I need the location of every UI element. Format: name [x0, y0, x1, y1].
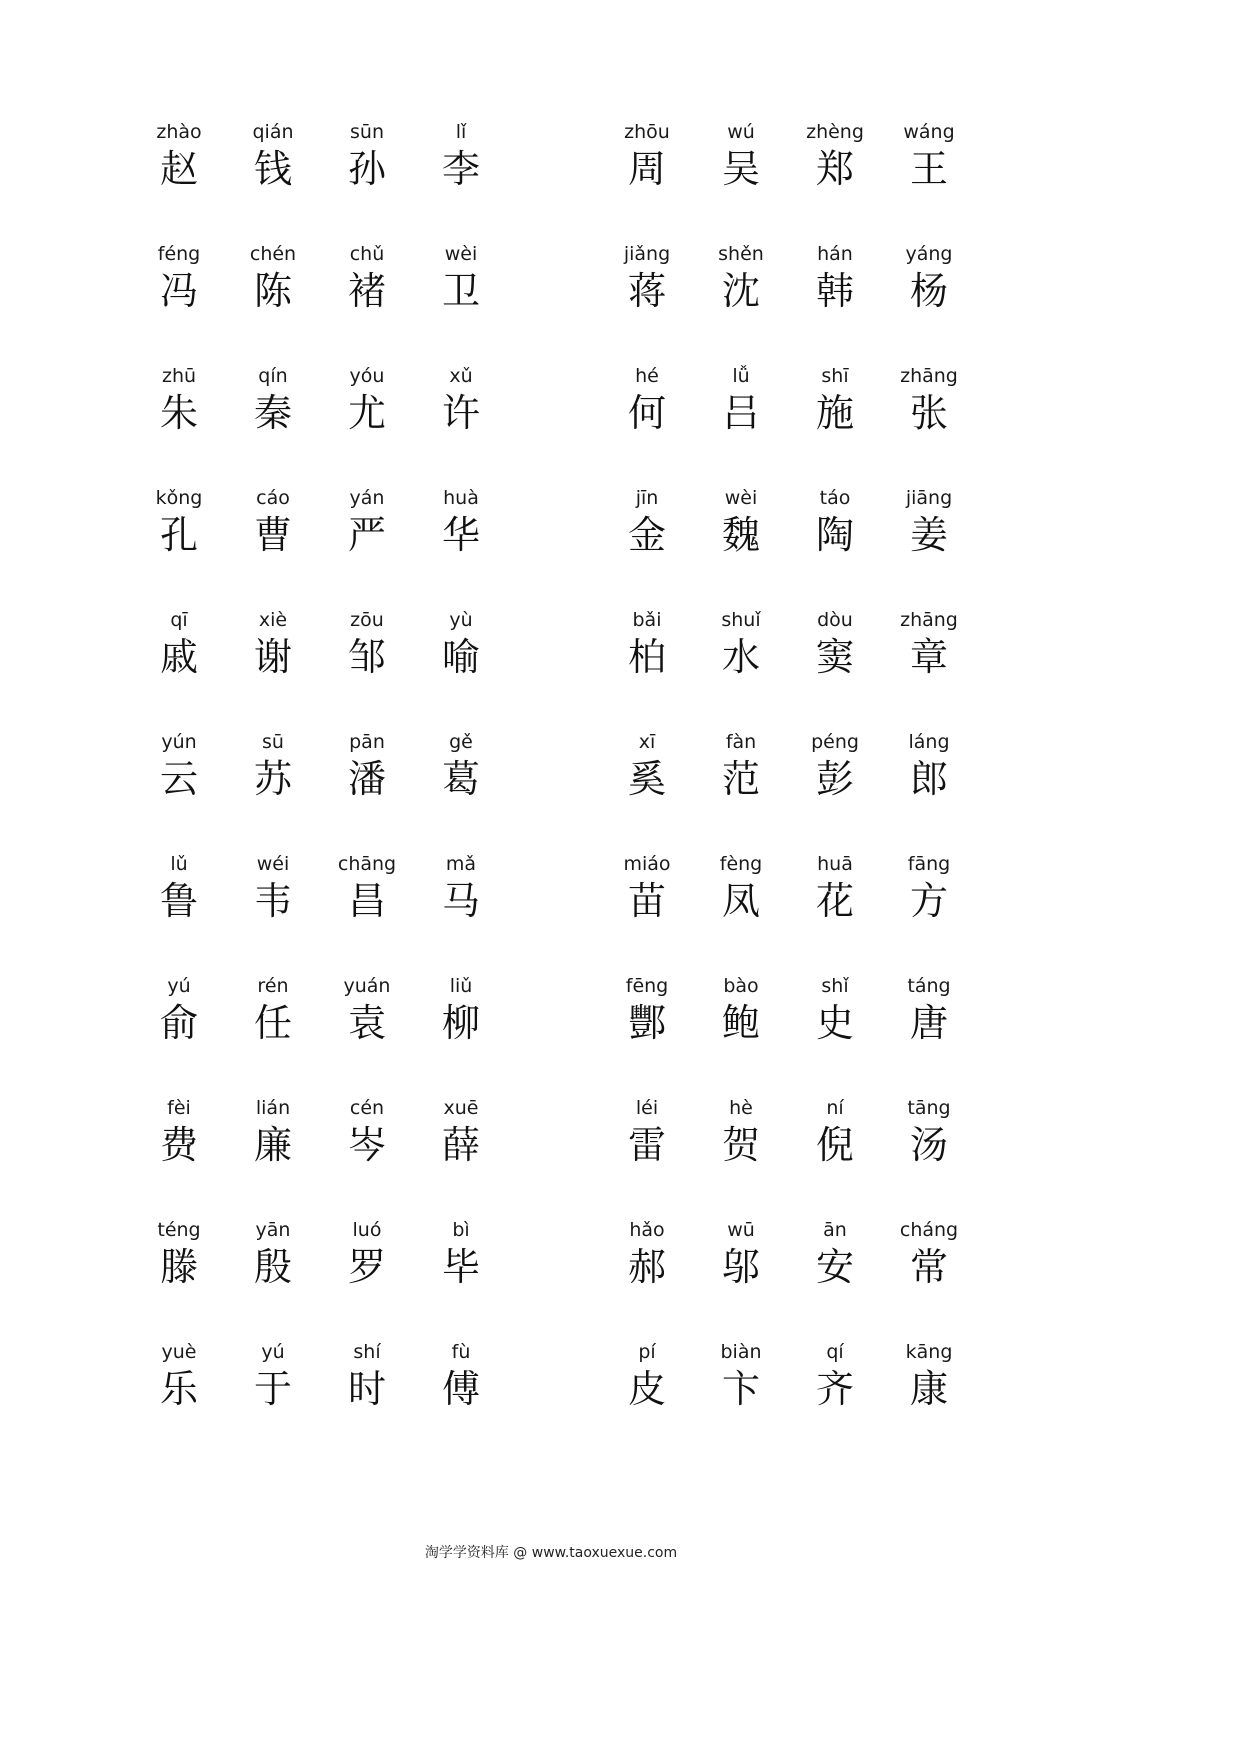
surname-cell [226, 852, 320, 974]
pinyin-label: mǎ [445, 853, 477, 875]
pinyin-label: chāng [337, 853, 397, 875]
pinyin-label: rén [257, 975, 289, 997]
surname-cell [600, 486, 694, 608]
pinyin-label: shí [353, 1341, 381, 1363]
pinyin-label: zōu [350, 609, 384, 631]
surname-cell [132, 608, 226, 730]
surname-cell [226, 486, 320, 608]
surname-character: 花 [815, 879, 854, 923]
surname-character: 葛 [441, 757, 480, 801]
surname-character: 薛 [441, 1123, 480, 1167]
surname-column-left [132, 120, 508, 1462]
pinyin-label: yóu [349, 365, 385, 387]
pinyin-label: cáo [256, 487, 290, 509]
surname-cell [414, 486, 508, 608]
surname-cell [414, 608, 508, 730]
surname-cell [600, 730, 694, 852]
pinyin-label: yuè [161, 1341, 197, 1363]
pinyin-label: kǒng [155, 487, 203, 509]
surname-row [600, 1218, 976, 1340]
pinyin-label: láng [908, 731, 950, 753]
surname-cell [132, 974, 226, 1096]
pinyin-label: péng [811, 731, 859, 753]
surname-character: 柳 [441, 1001, 480, 1045]
pinyin-label: shī [821, 365, 849, 387]
pinyin-label: ān [823, 1219, 847, 1241]
surname-row [132, 1096, 508, 1218]
pinyin-label: kāng [905, 1341, 953, 1363]
surname-character: 曹 [253, 513, 292, 557]
pinyin-label: wéi [256, 853, 290, 875]
pinyin-label: fēng [625, 975, 669, 997]
surname-cell [226, 242, 320, 364]
pinyin-label: léi [635, 1097, 659, 1119]
pinyin-label: huà [443, 487, 479, 509]
surname-cell [694, 1096, 788, 1218]
surname-cell [600, 852, 694, 974]
surname-row [600, 974, 976, 1096]
surname-cell [320, 852, 414, 974]
surname-character: 常 [909, 1245, 948, 1289]
surname-character: 张 [909, 391, 948, 435]
surname-character: 郑 [815, 147, 854, 191]
surname-cell [320, 364, 414, 486]
surname-character: 奚 [627, 757, 666, 801]
surname-cell [414, 120, 508, 242]
surname-row [132, 486, 508, 608]
surname-cell [414, 1340, 508, 1462]
surname-cell [320, 1218, 414, 1340]
pinyin-label: táo [819, 487, 851, 509]
surname-character: 陈 [253, 269, 292, 313]
surname-cell [694, 852, 788, 974]
pinyin-label: ní [826, 1097, 844, 1119]
pinyin-label: jiǎng [623, 243, 671, 265]
pinyin-label: fàn [725, 731, 757, 753]
surname-character: 马 [441, 879, 480, 923]
pinyin-label: xiè [258, 609, 288, 631]
surname-cell [320, 608, 414, 730]
surname-cell [600, 242, 694, 364]
pinyin-label: miáo [623, 853, 671, 875]
surname-cell [882, 608, 976, 730]
surname-row [600, 486, 976, 608]
surname-character: 邬 [721, 1245, 760, 1289]
surname-cell [882, 852, 976, 974]
surname-character: 乐 [159, 1367, 198, 1411]
pinyin-label: hǎo [629, 1219, 665, 1241]
surname-character: 沈 [721, 269, 760, 313]
surname-row [600, 1096, 976, 1218]
surname-cell [788, 1340, 882, 1462]
surname-cell [226, 1218, 320, 1340]
surname-character: 秦 [253, 391, 292, 435]
surname-row [132, 730, 508, 852]
surname-character: 方 [909, 879, 948, 923]
pinyin-label: pān [349, 731, 385, 753]
pinyin-label: shǐ [821, 975, 849, 997]
surname-character: 谢 [253, 635, 292, 679]
surname-cell [882, 1340, 976, 1462]
surname-character: 苏 [253, 757, 292, 801]
surname-character: 酆 [627, 1001, 666, 1045]
surname-character: 齐 [815, 1367, 854, 1411]
pinyin-label: luó [352, 1219, 382, 1241]
surname-cell [132, 1218, 226, 1340]
pinyin-label: féng [157, 243, 201, 265]
surname-character: 章 [909, 635, 948, 679]
surname-character: 彭 [815, 757, 854, 801]
surname-cell [132, 364, 226, 486]
surname-cell [600, 608, 694, 730]
surname-character: 苗 [627, 879, 666, 923]
surname-character: 安 [815, 1245, 854, 1289]
surname-character: 殷 [253, 1245, 292, 1289]
surname-cell [226, 1096, 320, 1218]
pinyin-label: zhōu [624, 121, 670, 143]
surname-character: 雷 [627, 1123, 666, 1167]
pinyin-label: gě [449, 731, 473, 753]
surname-character: 尤 [347, 391, 386, 435]
surname-cell [226, 120, 320, 242]
surname-character: 吴 [721, 147, 760, 191]
surname-cell [882, 974, 976, 1096]
surname-cell [320, 486, 414, 608]
surname-cell [414, 974, 508, 1096]
surname-character: 贺 [721, 1123, 760, 1167]
surname-cell [226, 974, 320, 1096]
surname-character: 唐 [909, 1001, 948, 1045]
pinyin-label: bào [723, 975, 759, 997]
surname-cell [600, 1340, 694, 1462]
surname-cell [694, 974, 788, 1096]
surname-row [600, 730, 976, 852]
surname-cell [882, 486, 976, 608]
surname-character: 姜 [909, 513, 948, 557]
surname-cell [414, 1096, 508, 1218]
surname-character: 窦 [815, 635, 854, 679]
surname-character: 杨 [909, 269, 948, 313]
surname-character: 史 [815, 1001, 854, 1045]
pinyin-label: téng [157, 1219, 201, 1241]
surname-cell [694, 486, 788, 608]
surname-character: 金 [627, 513, 666, 557]
pinyin-label: bǎi [632, 609, 662, 631]
surname-character: 汤 [909, 1123, 948, 1167]
pinyin-label: yuán [343, 975, 391, 997]
pinyin-label: wáng [903, 121, 955, 143]
surname-character: 云 [159, 757, 198, 801]
surname-character: 褚 [347, 269, 386, 313]
footer-watermark: 淘学学资料库 @ www.taoxuexue.com [424, 1545, 678, 1560]
surname-cell [600, 120, 694, 242]
surname-character: 孙 [347, 147, 386, 191]
surname-cell [788, 242, 882, 364]
surname-character: 邹 [347, 635, 386, 679]
pinyin-label: zhāng [900, 365, 958, 387]
surname-character: 李 [441, 147, 480, 191]
surname-row [600, 120, 976, 242]
pinyin-label: sū [262, 731, 284, 753]
surname-character: 水 [721, 635, 760, 679]
pinyin-label: shuǐ [721, 609, 761, 631]
surname-cell [600, 364, 694, 486]
pinyin-label: qián [252, 121, 294, 143]
pinyin-label: fèi [167, 1097, 191, 1119]
surname-character: 孔 [159, 513, 198, 557]
surname-character: 凤 [721, 879, 760, 923]
pinyin-label: chǔ [349, 243, 385, 265]
surname-cell [226, 1340, 320, 1462]
surname-cell [788, 852, 882, 974]
pinyin-label: qí [826, 1341, 844, 1363]
surname-cell [694, 364, 788, 486]
surname-cell [694, 1340, 788, 1462]
pinyin-label: shěn [718, 243, 764, 265]
surname-cell [882, 120, 976, 242]
surname-character: 吕 [721, 391, 760, 435]
surname-character: 戚 [159, 635, 198, 679]
pinyin-label: zhū [161, 365, 197, 387]
surname-cell [320, 974, 414, 1096]
surname-character: 蒋 [627, 269, 666, 313]
surname-character: 昌 [347, 879, 386, 923]
surname-cell [320, 1340, 414, 1462]
pinyin-label: pí [638, 1341, 656, 1363]
surname-cell [882, 1096, 976, 1218]
surname-cell [132, 1096, 226, 1218]
surname-character: 任 [253, 1001, 292, 1045]
pinyin-label: xuē [443, 1097, 479, 1119]
surname-cell [788, 486, 882, 608]
surname-cell [320, 242, 414, 364]
surname-cell [226, 730, 320, 852]
surname-row [600, 364, 976, 486]
surname-character: 费 [159, 1123, 198, 1167]
surname-character: 时 [347, 1367, 386, 1411]
surname-cell [414, 852, 508, 974]
surname-cell [414, 242, 508, 364]
pinyin-label: jīn [635, 487, 659, 509]
pinyin-label: bì [452, 1219, 470, 1241]
surname-cell [882, 1218, 976, 1340]
pinyin-label: yù [449, 609, 473, 631]
surname-character: 郝 [627, 1245, 666, 1289]
surname-cell [132, 242, 226, 364]
surname-cell [226, 364, 320, 486]
surname-cell [694, 120, 788, 242]
surname-cell [414, 364, 508, 486]
pinyin-label: qín [258, 365, 288, 387]
pinyin-label: yáng [905, 243, 953, 265]
pinyin-label: cháng [899, 1219, 959, 1241]
surname-character: 许 [441, 391, 480, 435]
surname-character: 施 [815, 391, 854, 435]
pinyin-label: yú [261, 1341, 285, 1363]
surname-character: 傅 [441, 1367, 480, 1411]
pinyin-label: hán [817, 243, 853, 265]
surname-character: 袁 [347, 1001, 386, 1045]
surname-cell [132, 486, 226, 608]
surname-character: 康 [909, 1367, 948, 1411]
surname-character: 钱 [253, 147, 292, 191]
surname-cell [788, 974, 882, 1096]
pinyin-label: táng [907, 975, 951, 997]
pinyin-label: biàn [720, 1341, 762, 1363]
surname-cell [320, 120, 414, 242]
surname-character: 朱 [159, 391, 198, 435]
surname-character: 毕 [441, 1245, 480, 1289]
surname-character: 潘 [347, 757, 386, 801]
surname-cell [320, 1096, 414, 1218]
surname-cell [788, 608, 882, 730]
surname-character: 柏 [627, 635, 666, 679]
surname-cell [132, 730, 226, 852]
pinyin-label: huā [817, 853, 853, 875]
surname-row [132, 1340, 508, 1462]
surname-character: 鲍 [721, 1001, 760, 1045]
pinyin-label: tāng [907, 1097, 951, 1119]
surname-cell [882, 242, 976, 364]
surname-cell [132, 1340, 226, 1462]
surname-character: 赵 [159, 147, 198, 191]
pinyin-label: zhèng [806, 121, 864, 143]
surname-cell [788, 730, 882, 852]
surname-character: 韦 [253, 879, 292, 923]
pinyin-label: jiāng [905, 487, 953, 509]
surname-cell [694, 608, 788, 730]
surname-character: 鲁 [159, 879, 198, 923]
surname-character: 倪 [815, 1123, 854, 1167]
pinyin-label: dòu [817, 609, 853, 631]
pinyin-label: fèng [719, 853, 763, 875]
pinyin-label: zhāng [900, 609, 958, 631]
surname-cell [788, 364, 882, 486]
surname-row [600, 242, 976, 364]
surname-character: 皮 [627, 1367, 666, 1411]
surname-character: 廉 [253, 1123, 292, 1167]
surname-character: 岑 [347, 1123, 386, 1167]
surname-row [600, 1340, 976, 1462]
pinyin-label: fù [451, 1341, 471, 1363]
surname-character: 冯 [159, 269, 198, 313]
pinyin-label: wèi [724, 487, 758, 509]
surname-cell [414, 730, 508, 852]
pinyin-label: qī [170, 609, 188, 631]
surname-character: 王 [909, 147, 948, 191]
pinyin-label: liǔ [449, 975, 473, 997]
surname-cell [226, 608, 320, 730]
surname-cell [414, 1218, 508, 1340]
surname-cell [600, 1218, 694, 1340]
surname-cell [600, 974, 694, 1096]
surname-cell [788, 1096, 882, 1218]
pinyin-label: zhào [156, 121, 202, 143]
surname-character: 范 [721, 757, 760, 801]
surname-row [600, 852, 976, 974]
surname-cell [882, 364, 976, 486]
surname-row [132, 120, 508, 242]
surname-character: 喻 [441, 635, 480, 679]
pinyin-label: cén [349, 1097, 385, 1119]
pinyin-label: yú [167, 975, 191, 997]
pinyin-label: xī [638, 731, 656, 753]
surname-character: 郎 [909, 757, 948, 801]
surname-column-right [600, 120, 976, 1462]
surname-character: 魏 [721, 513, 760, 557]
surname-row [132, 364, 508, 486]
pinyin-label: wèi [444, 243, 478, 265]
surname-character: 何 [627, 391, 666, 435]
pinyin-label: chén [249, 243, 297, 265]
surname-row [132, 852, 508, 974]
surname-character: 严 [347, 513, 386, 557]
surname-cell [132, 852, 226, 974]
surname-cell [694, 730, 788, 852]
surname-cell [320, 730, 414, 852]
pinyin-label: yún [161, 731, 197, 753]
pinyin-label: xǔ [449, 365, 473, 387]
pinyin-label: lǚ [732, 365, 750, 387]
surname-row [132, 974, 508, 1096]
surname-cell [600, 1096, 694, 1218]
pinyin-label: yán [349, 487, 385, 509]
surname-character: 罗 [347, 1245, 386, 1289]
surname-cell [788, 120, 882, 242]
pinyin-label: fāng [907, 853, 951, 875]
surname-character: 韩 [815, 269, 854, 313]
surname-cell [882, 730, 976, 852]
pinyin-label: sūn [350, 121, 384, 143]
surname-cell [788, 1218, 882, 1340]
surname-character: 卞 [721, 1367, 760, 1411]
pinyin-label: wū [727, 1219, 755, 1241]
surname-character: 俞 [159, 1001, 198, 1045]
surname-cell [132, 120, 226, 242]
surname-character: 周 [627, 147, 666, 191]
surname-row [132, 242, 508, 364]
surname-cell [694, 242, 788, 364]
surname-character: 于 [253, 1367, 292, 1411]
surname-character: 陶 [815, 513, 854, 557]
pinyin-label: lián [255, 1097, 291, 1119]
pinyin-label: yān [255, 1219, 291, 1241]
pinyin-label: lǐ [455, 121, 467, 143]
surname-row [600, 608, 976, 730]
pinyin-label: hè [729, 1097, 753, 1119]
surname-cell [694, 1218, 788, 1340]
pinyin-label: hé [635, 365, 659, 387]
surname-character: 华 [441, 513, 480, 557]
surname-character: 滕 [159, 1245, 198, 1289]
surname-row [132, 608, 508, 730]
surname-character: 卫 [441, 269, 480, 313]
pinyin-label: wú [727, 121, 755, 143]
surname-row [132, 1218, 508, 1340]
pinyin-label: lǔ [170, 853, 188, 875]
